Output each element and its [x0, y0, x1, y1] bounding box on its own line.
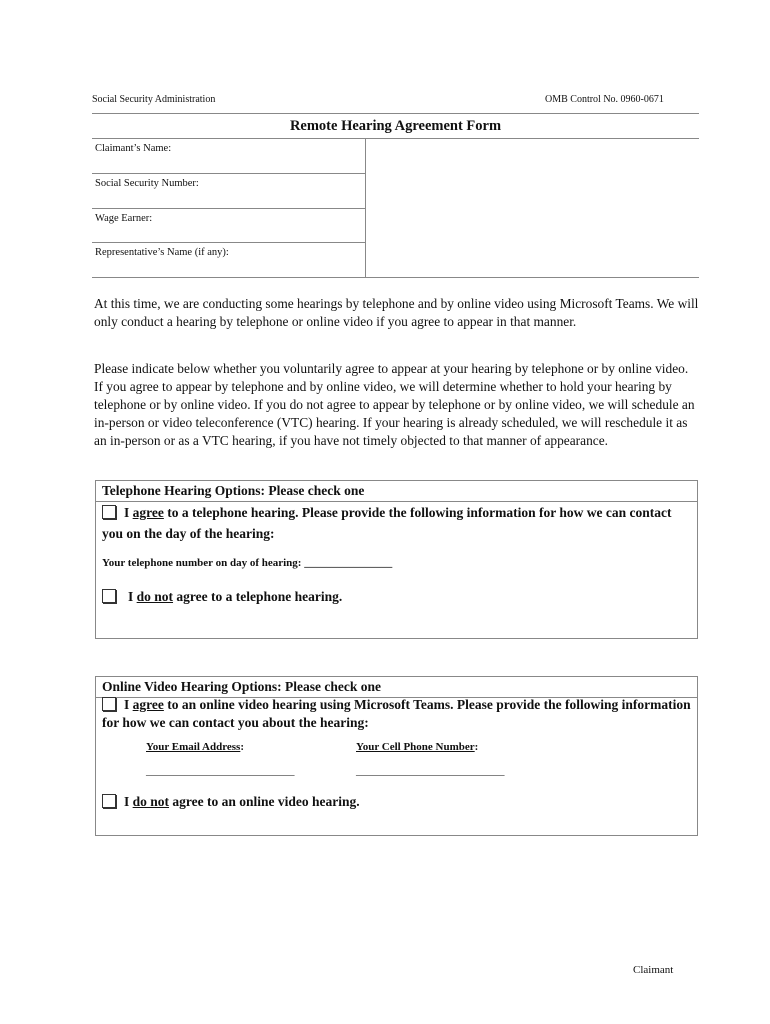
agree-word: agree [132, 505, 164, 520]
video-agree-option: I agree to an online video hearing using Microsoft Teams. Please provide the following information for how we can contact you about the hearing: [102, 697, 691, 730]
video-decline-checkbox[interactable] [102, 794, 116, 808]
representative-name-label: Representative’s Name (if any): [95, 247, 229, 258]
wage-earner-label: Wage Earner: [95, 213, 153, 224]
video-agree-checkbox[interactable] [102, 697, 116, 711]
video-options-title: Online Video Hearing Options: Please check one [96, 677, 697, 698]
cell-phone-input-line[interactable]: ___________________________ [356, 765, 505, 777]
email-label: Your Email Address: [146, 741, 245, 753]
claimant-name-label: Claimant’s Name: [95, 143, 172, 154]
form-title: Remote Hearing Agreement Form [289, 118, 502, 134]
telephone-options-title: Telephone Hearing Options: Please check one [96, 481, 697, 502]
do-not-word: do not [132, 794, 170, 809]
telephone-decline-option: I do not agree to a telephone hearing. [102, 586, 691, 607]
telephone-agree-checkbox[interactable] [102, 505, 116, 519]
email-input-line[interactable]: ___________________________ [146, 765, 295, 777]
telephone-options-box [95, 480, 698, 639]
ssn-label: Social Security Number: [95, 178, 199, 189]
telephone-decline-checkbox[interactable] [102, 589, 116, 603]
video-decline-option: I do not agree to an online video hearing. [102, 791, 691, 812]
telephone-number-field[interactable]: Your telephone number on day of hearing: ________________ [102, 557, 393, 569]
intro-paragraph-1: At this time, we are conducting some hearings by telephone and by online video using Microsoft Teams. We will only conduct a hearing by telephone or online video if you agree to appear in that manner. [94, 296, 699, 329]
ssn-field[interactable] [92, 173, 365, 209]
representative-name-field[interactable] [92, 242, 365, 277]
claimant-info-table [92, 138, 699, 278]
claimant-name-field[interactable] [92, 138, 365, 174]
cell-phone-label: Your Cell Phone Number: [356, 741, 479, 753]
telephone-number-label: Your telephone number on day of hearing [102, 557, 298, 569]
intro-paragraph-2: Please indicate below whether you voluntarily agree to appear at your hearing by telephone or by online video. If you agree to appear by telephone and by online video, we will determine whether to hold your hearing by telephone or by online video. If you do not agree to appear by telephone or by online video, we will schedule an in-person or video teleconference (VTC) hearing. If your hearing is already scheduled, we will reschedule it as an in-person or as a VTC hearing, if you have not timely objected to that manner of appearance. [94, 361, 695, 448]
footer-claimant-label: Claimant [633, 964, 674, 976]
omb-control-number: OMB Control No. 0960-0671 [545, 94, 664, 105]
telephone-agree-option: I agree to a telephone hearing. Please provide the following information for how we can contact you on the day of the hearing: [102, 505, 672, 541]
agree-word: agree [132, 697, 164, 712]
video-options-box [95, 676, 698, 836]
wage-earner-field[interactable] [92, 208, 365, 243]
do-not-word: do not [136, 589, 174, 604]
agency-name: Social Security Administration [92, 94, 216, 105]
title-top-rule [92, 113, 699, 114]
table-divider [365, 138, 366, 277]
